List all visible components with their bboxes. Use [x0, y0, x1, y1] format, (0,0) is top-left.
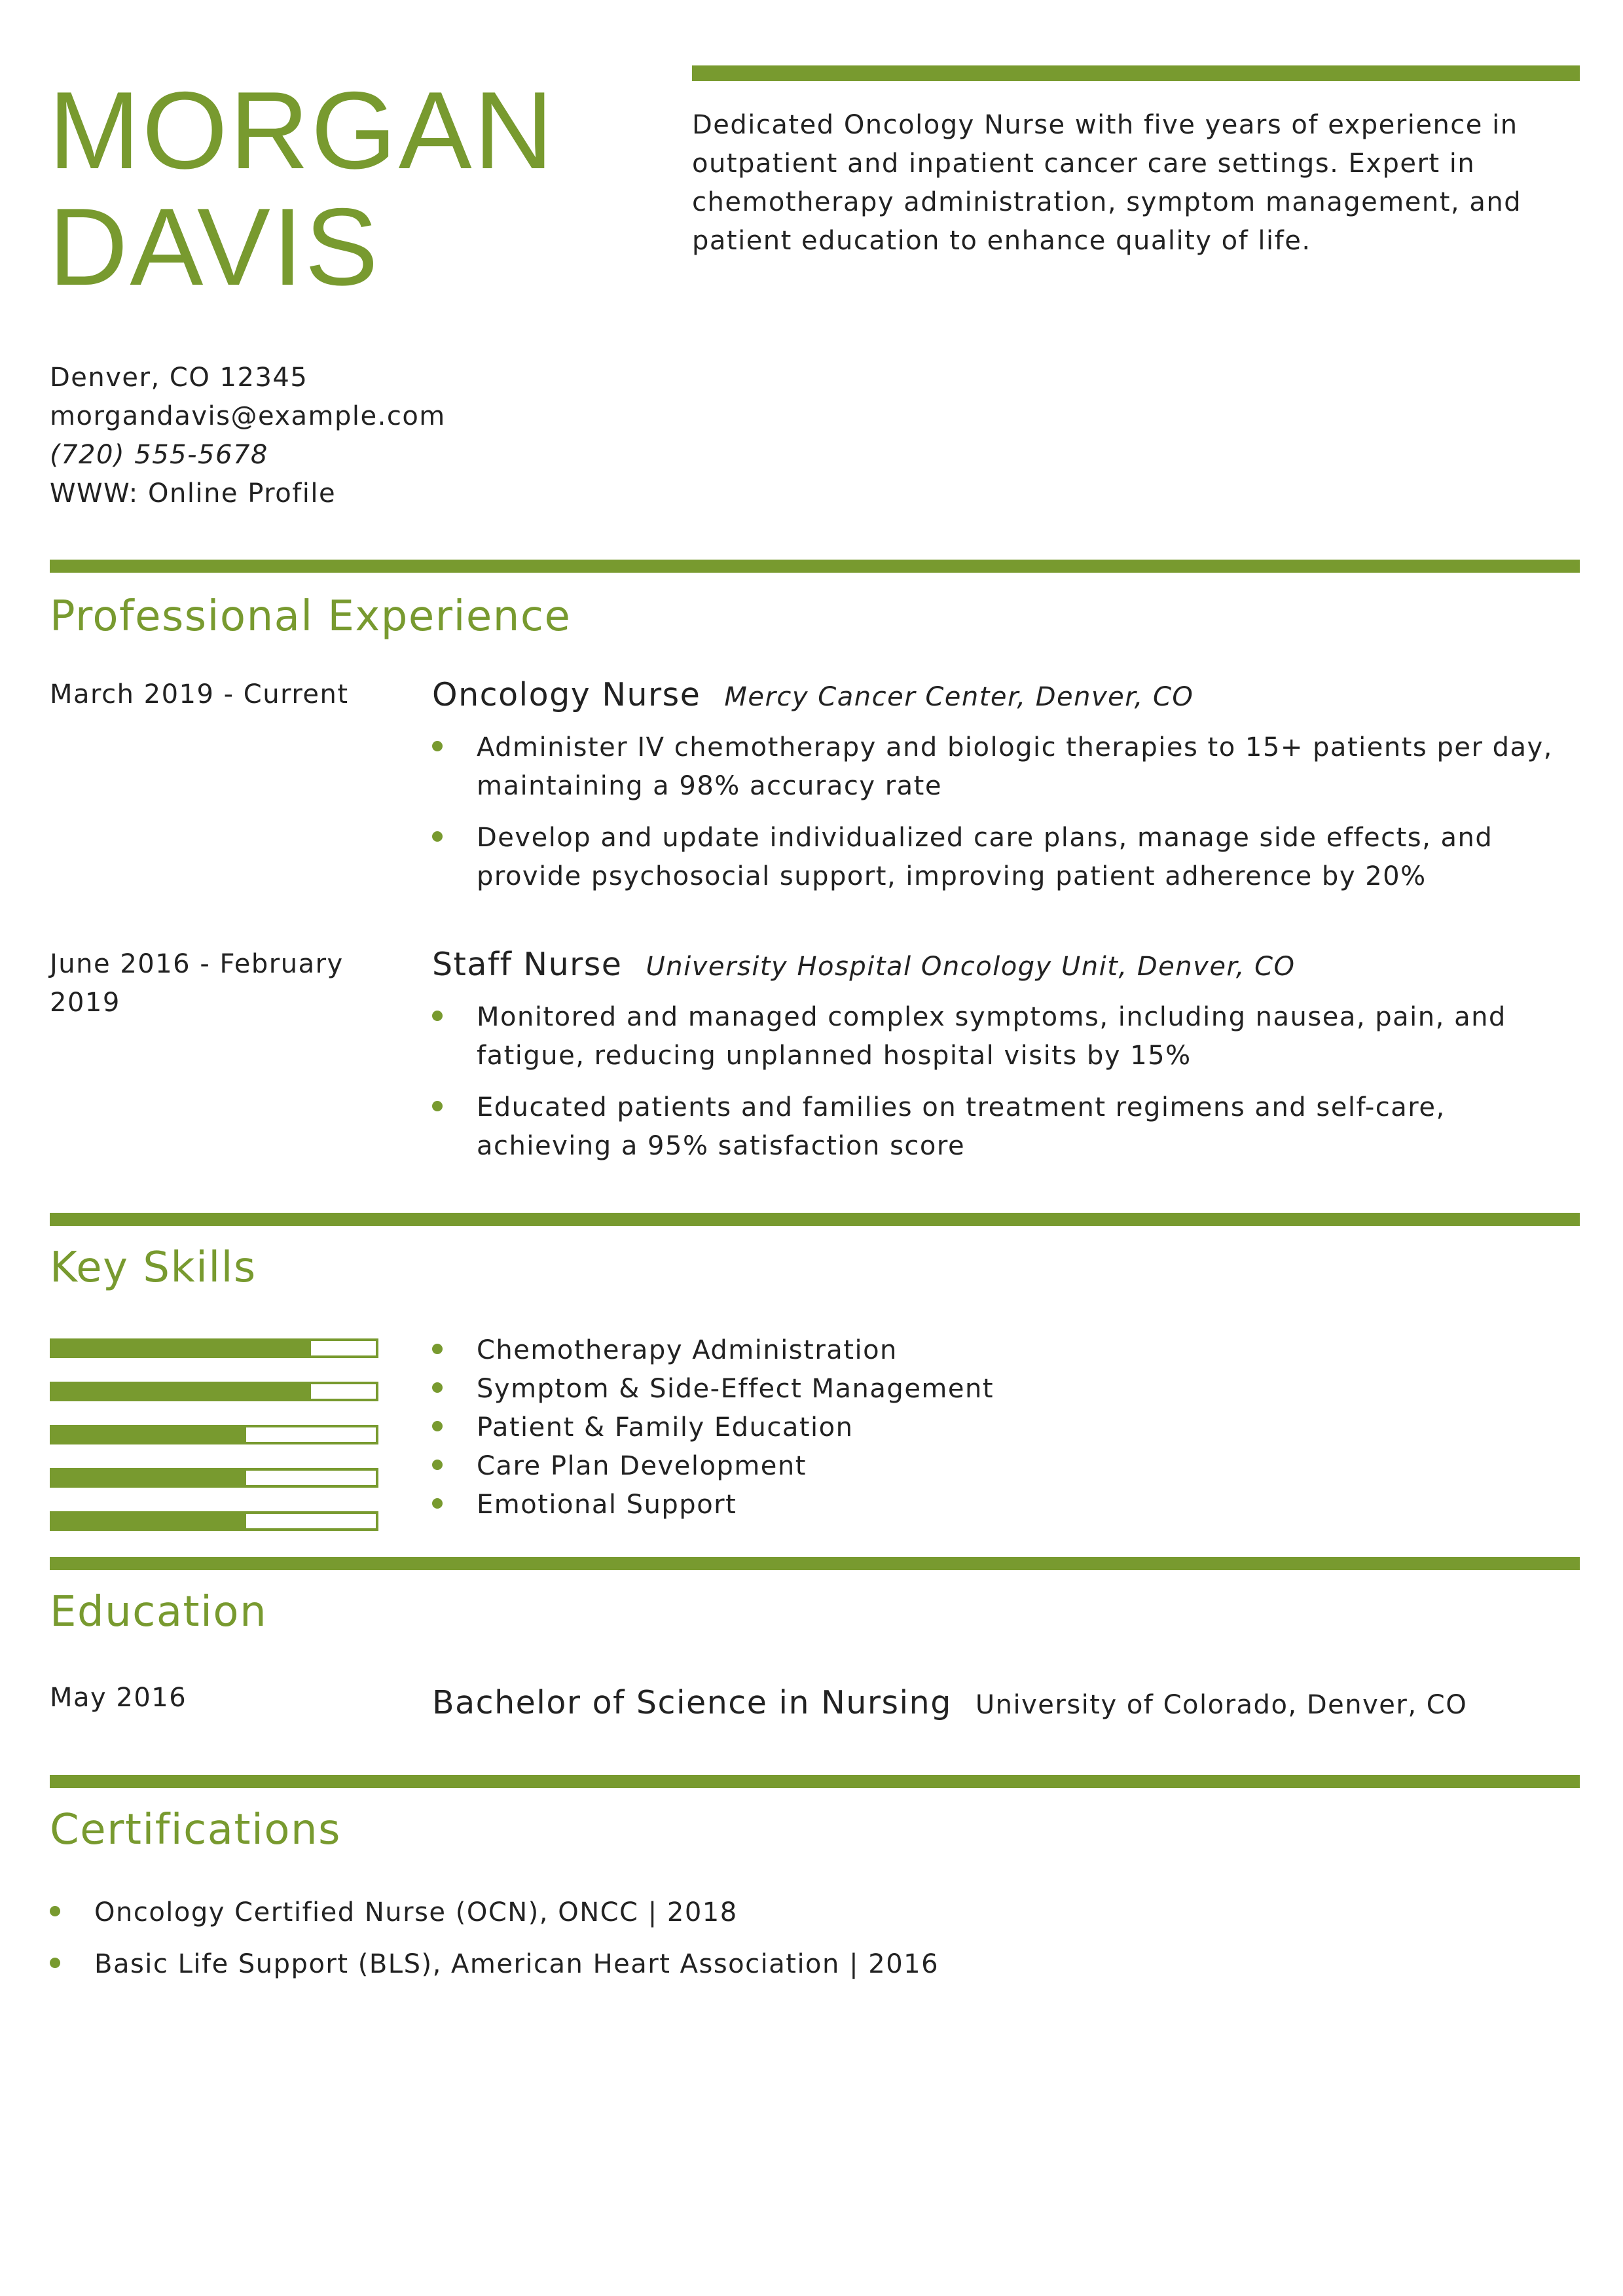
- skill-bar-fill: [52, 1384, 311, 1399]
- bullet-icon: [50, 1906, 60, 1916]
- section-divider: [50, 560, 1580, 573]
- certifications-heading: Certifications: [50, 1806, 341, 1854]
- section-divider: [50, 1213, 1580, 1226]
- job-role: Oncology Nurse: [432, 676, 701, 713]
- job-bullets: [432, 728, 1580, 896]
- job-company: Mercy Cancer Center, Denver, CO: [724, 682, 1194, 712]
- job-dates: March 2019 - Current: [50, 679, 349, 709]
- list-item: [432, 1331, 994, 1370]
- skill-bar: [50, 1468, 378, 1488]
- skills-heading: Key Skills: [50, 1244, 257, 1292]
- list-item: [432, 1486, 994, 1524]
- job-company: University Hospital Oncology Unit, Denver, CO: [646, 952, 1296, 982]
- education-heading: Education: [50, 1588, 268, 1636]
- bullet-icon: [432, 1460, 443, 1470]
- section-divider: [50, 1557, 1580, 1570]
- list-item: [50, 1893, 939, 1932]
- education-details: [432, 1683, 1467, 1725]
- job-role: Staff Nurse: [432, 946, 623, 983]
- bullet-text: Administer IV chemotherapy and biologic therapies to 15+ patients per day, maintaining a 98% accuracy rate: [477, 732, 1553, 801]
- skill-name: Emotional Support: [477, 1490, 737, 1520]
- job-details: [432, 945, 1580, 1179]
- certifications-list: [50, 1893, 939, 1997]
- skill-bar: [50, 1382, 378, 1401]
- skills-list: [432, 1331, 994, 1524]
- certification-text: Basic Life Support (BLS), American Heart Association | 2016: [94, 1949, 939, 1979]
- bullet-icon: [432, 1344, 443, 1354]
- job-bullets: [432, 998, 1580, 1166]
- candidate-name: [48, 69, 555, 308]
- contact-website[interactable]: WWW: Online Profile: [50, 478, 337, 509]
- last-name: DAVIS: [48, 185, 380, 308]
- skill-name: Patient & Family Education: [477, 1412, 854, 1443]
- education-degree: Bachelor of Science in Nursing: [432, 1684, 952, 1721]
- list-item: [432, 1447, 994, 1486]
- list-item: [432, 728, 1580, 806]
- bullet-icon: [432, 1498, 443, 1509]
- bullet-icon: [432, 741, 443, 751]
- list-item: [432, 1370, 994, 1408]
- education-school: University of Colorado, Denver, CO: [975, 1690, 1468, 1720]
- list-item: [50, 1945, 939, 1984]
- bullet-icon: [432, 1101, 443, 1111]
- bullet-icon: [432, 1011, 443, 1021]
- skill-level-bars: [50, 1338, 378, 1554]
- bullet-icon: [432, 831, 443, 842]
- skill-bar-fill: [52, 1514, 246, 1528]
- contact-info: [50, 359, 446, 513]
- bullet-icon: [432, 1421, 443, 1431]
- job-dates: June 2016 - February 2019: [50, 949, 344, 1018]
- list-item: [432, 998, 1580, 1075]
- list-item: [432, 1088, 1580, 1166]
- bullet-text: Monitored and managed complex symptoms, including nausea, pain, and fatigue, reducing unplanned hospital visits by 15%: [477, 1002, 1506, 1071]
- job-title-line: [432, 675, 1580, 717]
- skill-bar: [50, 1338, 378, 1358]
- education-date: May 2016: [50, 1683, 187, 1713]
- skill-bar: [50, 1425, 378, 1444]
- job-title-line: [432, 945, 1580, 986]
- skill-bar: [50, 1511, 378, 1531]
- bullet-icon: [50, 1958, 60, 1968]
- bullet-text: Develop and update individualized care plans, manage side effects, and provide psychosocial support, improving patient adherence by 20%: [477, 823, 1493, 891]
- skill-bar-fill: [52, 1471, 246, 1485]
- section-divider: [50, 1775, 1580, 1788]
- first-name: MORGAN: [48, 69, 555, 192]
- bullet-text: Educated patients and families on treatment regimens and self-care, achieving a 95% satisfaction score: [477, 1092, 1446, 1161]
- professional-summary: Dedicated Oncology Nurse with five years of experience in outpatient and inpatient cancer care settings. Expert in chemotherapy administration, symptom management, and patient education to enhance quality of life.: [692, 110, 1522, 256]
- certification-text: Oncology Certified Nurse (OCN), ONCC | 2018: [94, 1897, 738, 1928]
- experience-heading: Professional Experience: [50, 592, 572, 641]
- contact-phone[interactable]: (720) 555-5678: [50, 440, 268, 470]
- skill-bar-fill: [52, 1341, 311, 1355]
- contact-email[interactable]: morgandavis@example.com: [50, 401, 446, 431]
- contact-address: Denver, CO 12345: [50, 363, 308, 393]
- skill-name: Chemotherapy Administration: [477, 1335, 898, 1365]
- header-divider: [692, 65, 1580, 81]
- skill-name: Symptom & Side-Effect Management: [477, 1374, 994, 1404]
- job-details: [432, 675, 1580, 909]
- skill-name: Care Plan Development: [477, 1451, 807, 1481]
- bullet-icon: [432, 1382, 443, 1393]
- skill-bar-fill: [52, 1427, 246, 1442]
- list-item: [432, 1408, 994, 1447]
- list-item: [432, 819, 1580, 896]
